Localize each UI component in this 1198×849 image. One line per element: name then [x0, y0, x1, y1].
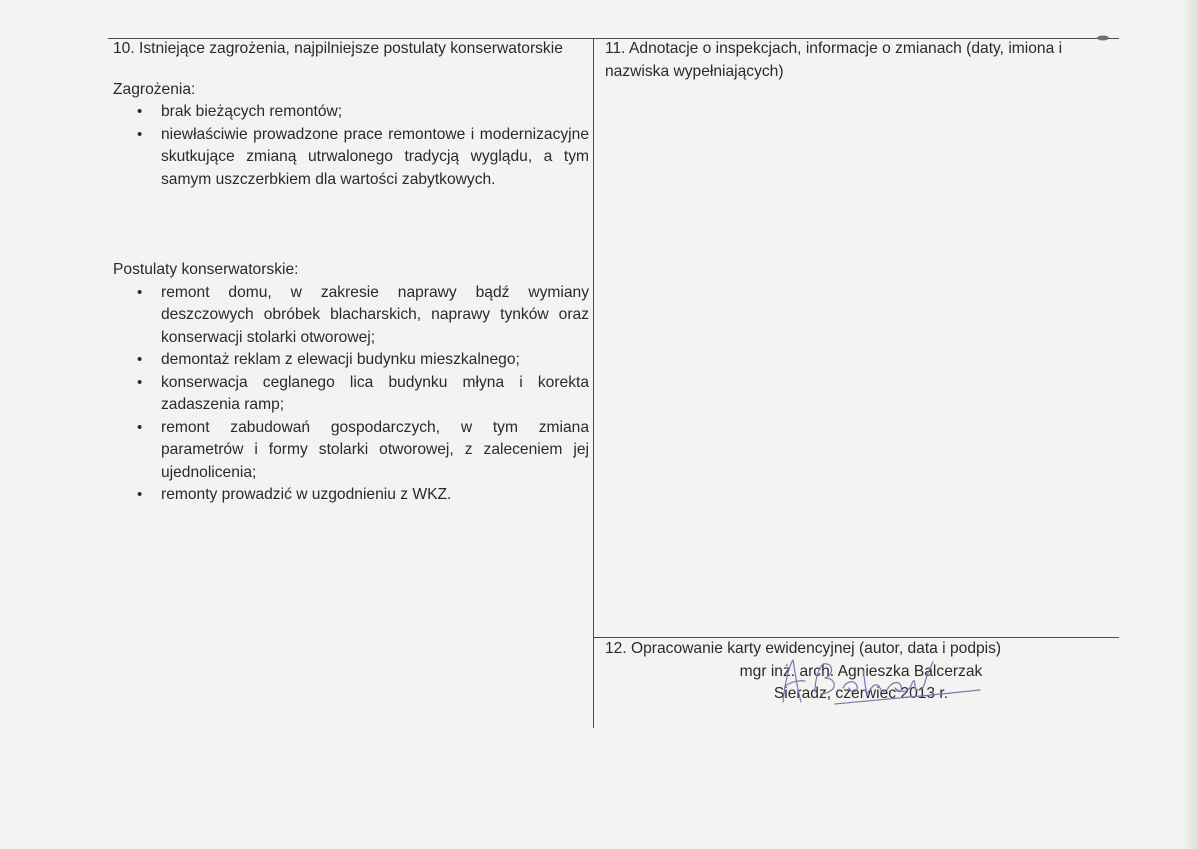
column-divider	[593, 38, 594, 728]
author-name: mgr inż. arch. Agnieszka Balcerzak	[739, 662, 983, 680]
threats-list	[113, 101, 589, 191]
bullet-icon: •	[137, 351, 143, 368]
bullet-icon: •	[137, 103, 143, 120]
section-10-header: 10. Istniejące zagrożenia, najpilniejsze postulaty konserwatorskie	[113, 40, 563, 57]
postulates-label: Postulaty konserwatorskie:	[113, 261, 299, 278]
bullet-icon: •	[137, 373, 143, 391]
scan-edge-shadow	[1184, 0, 1198, 849]
section-11	[605, 38, 1117, 83]
ink-smudge-icon	[1096, 34, 1110, 42]
postulates-list	[113, 282, 589, 507]
bullet-icon: •	[137, 125, 143, 143]
bullet-icon: •	[137, 486, 143, 503]
postulate-item: • demontaż reklam z elewacji budynku mieszkalnego;	[161, 349, 589, 372]
postulate-item: • remont zabudowań gospodarczych, w tym zmiana parametrów i formy stolarki otworowej, z zaleceniem jej ujednolicenia;	[137, 418, 589, 481]
postulate-item: • remont domu, w zakresie naprawy bądź wymiany deszczowych obróbek blacharskich, naprawy tynków oraz konserwacji stolarki otworowej;	[137, 283, 589, 346]
postulate-item: • konserwacja ceglanego lica budynku młyna i korekta zadaszenia ramp;	[137, 373, 589, 413]
section-11-header: 11. Adnotacje o inspekcjach, informacje o zmianach (daty, imiona i nazwiska wypełniających)	[605, 40, 1063, 80]
threat-item: • niewłaściwie prowadzone prace remontowe i modernizacyjne skutkujące zmianą utrwalonego tradycją wyglądu, a tym samym uszczerbkiem dla wartości zabytkowych.	[137, 125, 589, 188]
postulate-item: • remonty prowadzić w uzgodnieniu z WKZ.	[161, 484, 589, 507]
place-date: Sieradz, czerwiec 2013 r.	[773, 685, 949, 702]
bullet-icon: •	[137, 283, 143, 301]
section-12	[605, 638, 1117, 706]
section-10	[113, 38, 589, 507]
section-12-header: 12. Opracowanie karty ewidencyjnej (autor, data i podpis)	[605, 640, 1002, 657]
bullet-icon: •	[137, 418, 143, 436]
threats-label: Zagrożenia:	[113, 80, 196, 98]
threat-item: • brak bieżących remontów;	[161, 101, 589, 124]
